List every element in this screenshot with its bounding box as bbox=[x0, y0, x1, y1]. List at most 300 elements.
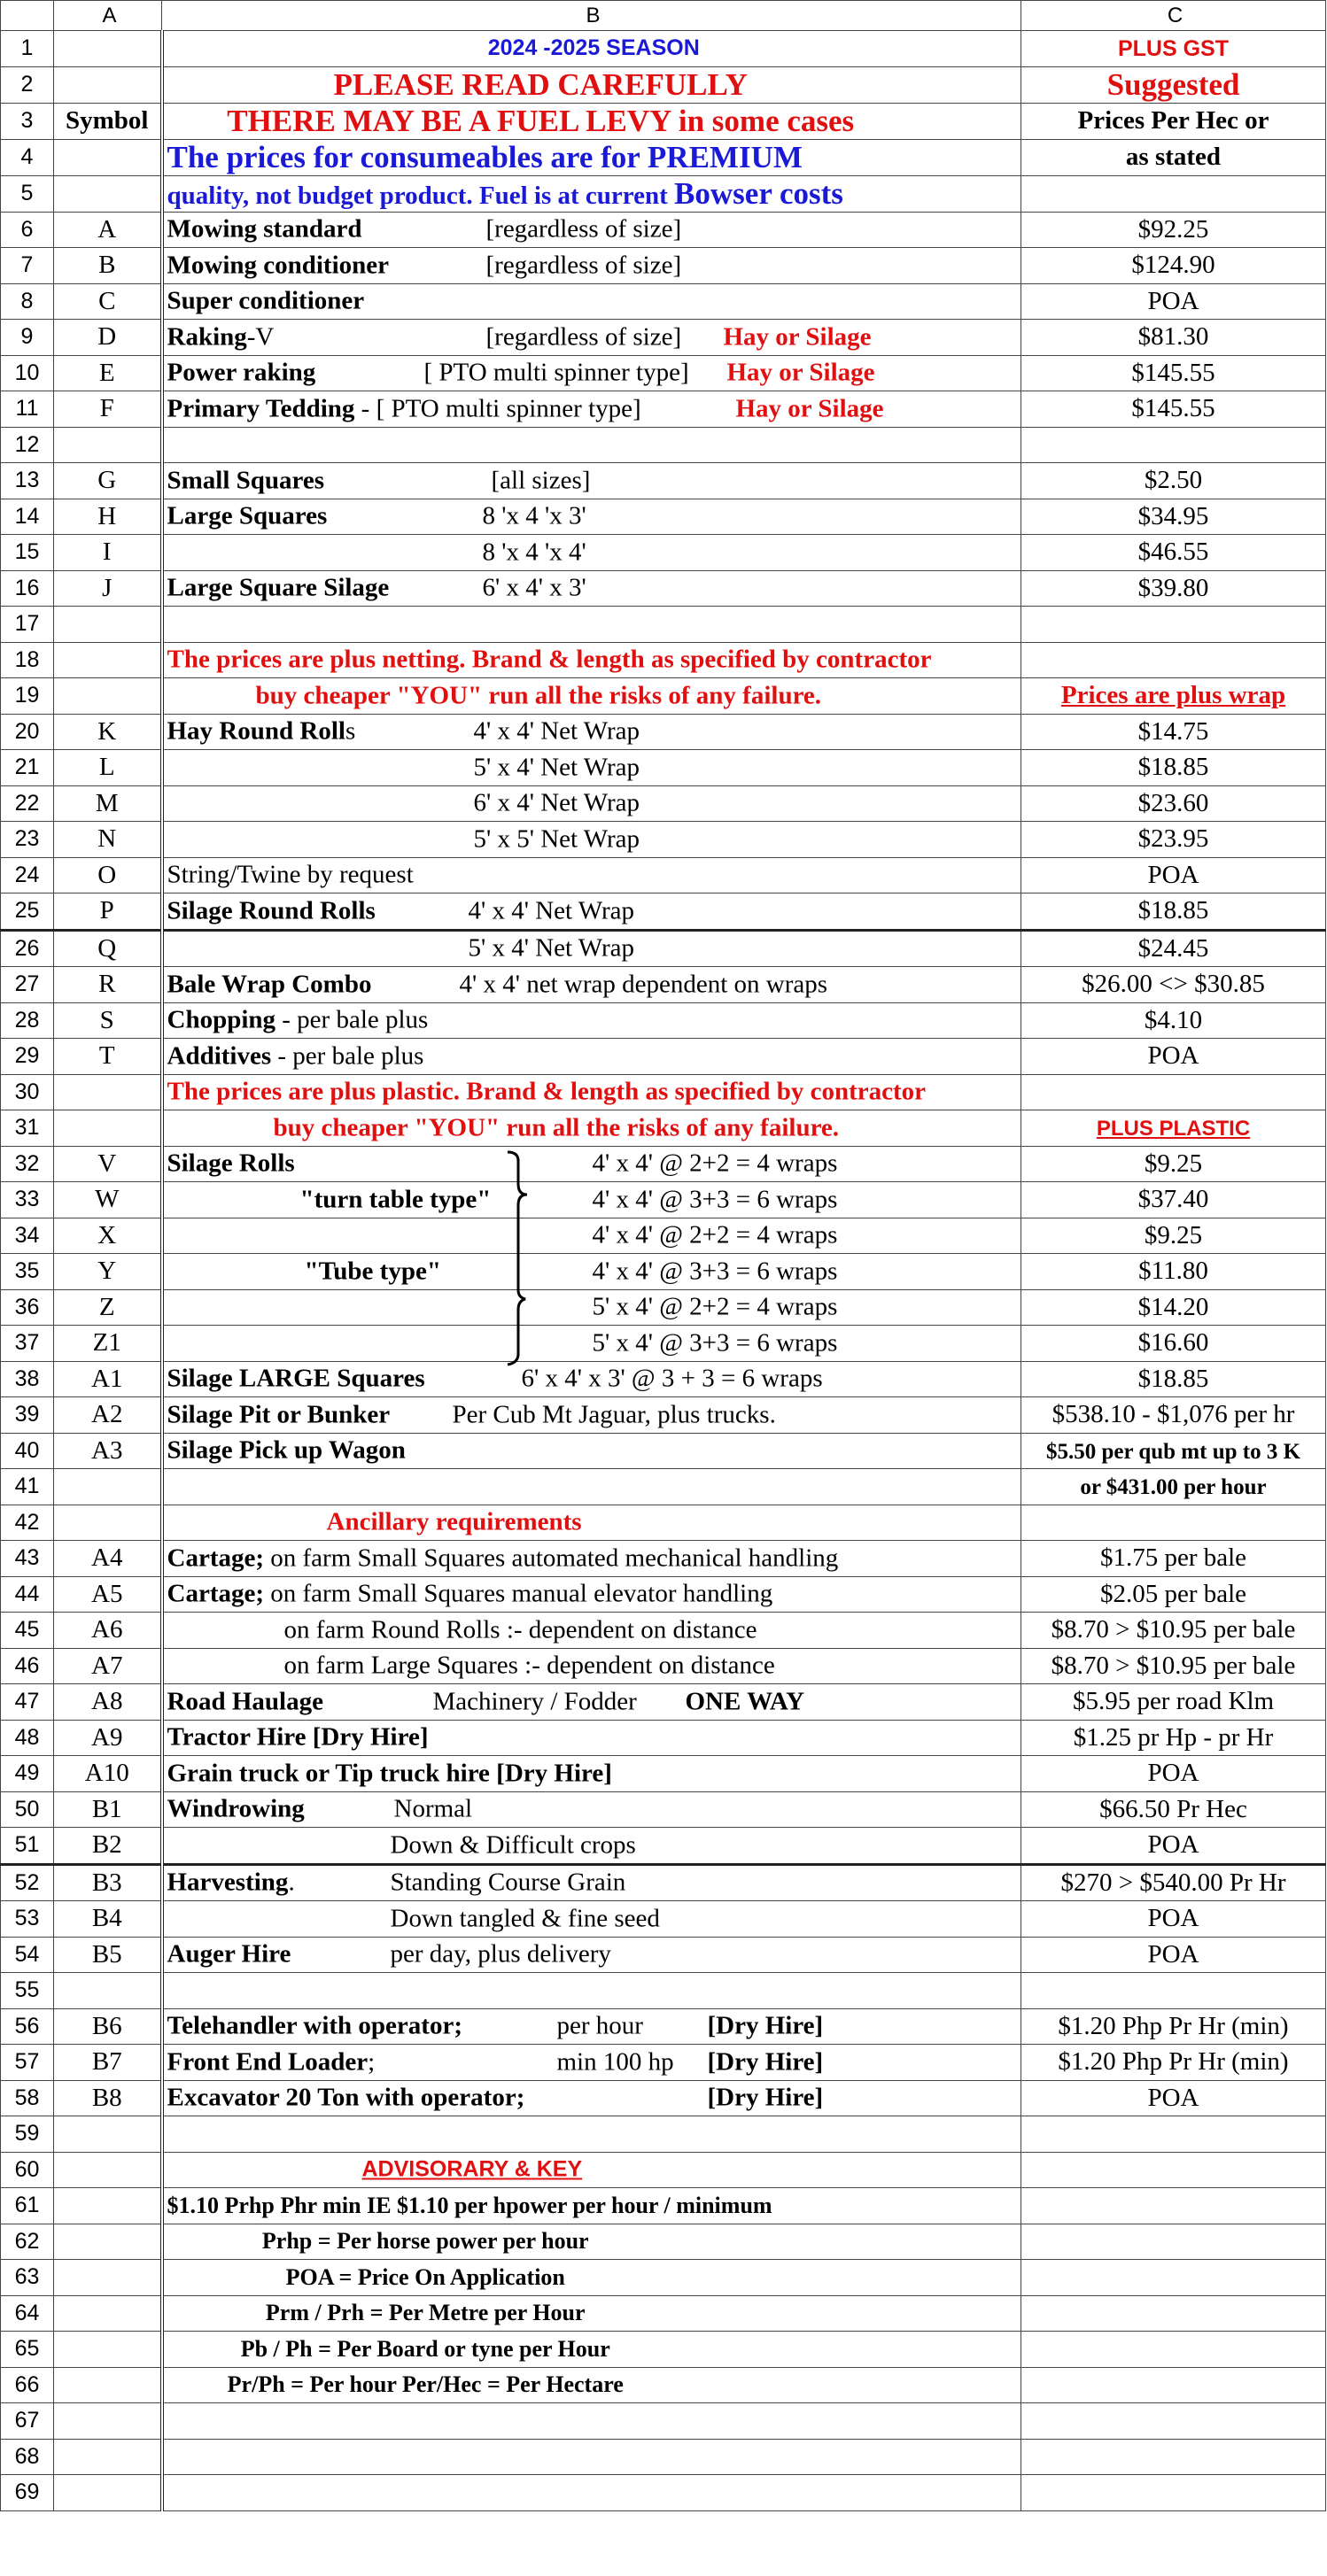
cell-b[interactable] bbox=[162, 2403, 1021, 2440]
cell-a[interactable] bbox=[54, 139, 162, 175]
cell-a[interactable] bbox=[54, 822, 162, 858]
cell-a[interactable] bbox=[54, 607, 162, 643]
cell-c[interactable] bbox=[1021, 785, 1326, 822]
cell-b[interactable] bbox=[162, 1864, 1021, 1901]
cell-b[interactable] bbox=[162, 427, 1021, 463]
cell-b[interactable] bbox=[162, 2116, 1021, 2153]
row-number[interactable]: 35 bbox=[1, 1254, 54, 1290]
cell-b[interactable] bbox=[162, 714, 1021, 750]
cell-b[interactable] bbox=[162, 535, 1021, 571]
cell-b[interactable] bbox=[162, 857, 1021, 893]
cell-b[interactable] bbox=[162, 31, 1021, 67]
row-number[interactable]: 2 bbox=[1, 66, 54, 103]
cell-a[interactable] bbox=[54, 103, 162, 139]
cell-a[interactable] bbox=[54, 1576, 162, 1613]
row-number[interactable]: 56 bbox=[1, 2008, 54, 2045]
cell-a[interactable] bbox=[54, 283, 162, 320]
cell-c[interactable] bbox=[1021, 570, 1326, 607]
cell-a[interactable] bbox=[54, 320, 162, 356]
cell-a[interactable] bbox=[54, 212, 162, 248]
cell-b[interactable] bbox=[162, 1433, 1021, 1469]
cell-c[interactable] bbox=[1021, 1433, 1326, 1469]
cell-c[interactable] bbox=[1021, 1182, 1326, 1218]
cell-a[interactable] bbox=[54, 1684, 162, 1721]
cell-b[interactable] bbox=[162, 2188, 1021, 2224]
cell-a[interactable] bbox=[54, 1146, 162, 1182]
cell-c[interactable] bbox=[1021, 750, 1326, 786]
item-name bbox=[305, 1257, 441, 1286]
cell-a[interactable] bbox=[54, 1901, 162, 1938]
row-number[interactable]: 12 bbox=[1, 427, 54, 463]
cell-c[interactable] bbox=[1021, 2367, 1326, 2403]
cell-c[interactable] bbox=[1021, 1576, 1326, 1613]
row-number[interactable]: 65 bbox=[1, 2332, 54, 2368]
row-number[interactable]: 38 bbox=[1, 1361, 54, 1397]
cell-b[interactable] bbox=[162, 212, 1021, 248]
row-number[interactable]: 66 bbox=[1, 2367, 54, 2403]
cell-b[interactable] bbox=[162, 2045, 1021, 2081]
cell-c[interactable] bbox=[1021, 1937, 1326, 1973]
cell-a[interactable] bbox=[54, 678, 162, 715]
cell-a[interactable] bbox=[54, 31, 162, 67]
cell-b-content bbox=[167, 716, 1021, 748]
row-number[interactable]: 3 bbox=[1, 103, 54, 139]
cell-c[interactable] bbox=[1021, 283, 1326, 320]
cell-a[interactable] bbox=[54, 1469, 162, 1505]
cell-b[interactable] bbox=[162, 750, 1021, 786]
row-number[interactable]: 18 bbox=[1, 642, 54, 678]
row-number[interactable]: 8 bbox=[1, 283, 54, 320]
cell-b[interactable] bbox=[162, 2260, 1021, 2296]
cell-b-content bbox=[167, 500, 1021, 533]
cell-a[interactable] bbox=[54, 2152, 162, 2188]
cell-a[interactable] bbox=[54, 570, 162, 607]
row-number[interactable]: 43 bbox=[1, 1541, 54, 1577]
cell-b[interactable] bbox=[162, 1613, 1021, 1649]
cell-c[interactable] bbox=[1021, 607, 1326, 643]
cell-c[interactable] bbox=[1021, 139, 1326, 175]
cell-b[interactable] bbox=[162, 139, 1021, 175]
cell-c[interactable] bbox=[1021, 31, 1326, 67]
row-number[interactable]: 55 bbox=[1, 1973, 54, 2009]
row-number[interactable]: 41 bbox=[1, 1469, 54, 1505]
cell-a[interactable] bbox=[54, 1254, 162, 1290]
cell-b[interactable] bbox=[162, 463, 1021, 499]
row-number[interactable]: 31 bbox=[1, 1110, 54, 1147]
row-number[interactable]: 14 bbox=[1, 499, 54, 535]
cell-c[interactable] bbox=[1021, 1254, 1326, 1290]
row-number[interactable]: 9 bbox=[1, 320, 54, 356]
row-number[interactable]: 34 bbox=[1, 1218, 54, 1254]
cell-b[interactable] bbox=[162, 1326, 1021, 1362]
cell-c[interactable] bbox=[1021, 1469, 1326, 1505]
row-number[interactable]: 25 bbox=[1, 893, 54, 931]
cell-b[interactable] bbox=[162, 2224, 1021, 2260]
cell-b[interactable] bbox=[162, 1361, 1021, 1397]
cell-c[interactable] bbox=[1021, 2224, 1326, 2260]
row-number[interactable]: 49 bbox=[1, 1756, 54, 1792]
cell-a[interactable] bbox=[54, 750, 162, 786]
cell-c[interactable] bbox=[1021, 463, 1326, 499]
row-number[interactable]: 37 bbox=[1, 1326, 54, 1362]
cell-c[interactable] bbox=[1021, 1361, 1326, 1397]
cell-c[interactable] bbox=[1021, 1973, 1326, 2009]
cell-c[interactable] bbox=[1021, 2045, 1326, 2081]
row-number[interactable]: 6 bbox=[1, 212, 54, 248]
cell-a[interactable] bbox=[54, 427, 162, 463]
row-number[interactable]: 53 bbox=[1, 1901, 54, 1938]
row-number[interactable]: 52 bbox=[1, 1864, 54, 1901]
cell-a[interactable] bbox=[54, 642, 162, 678]
row-number[interactable]: 63 bbox=[1, 2260, 54, 2296]
row-number[interactable]: 11 bbox=[1, 391, 54, 428]
cell-b[interactable] bbox=[162, 2152, 1021, 2188]
cell-a[interactable] bbox=[54, 463, 162, 499]
row-number[interactable]: 32 bbox=[1, 1146, 54, 1182]
row-symbol: A7 bbox=[91, 1651, 123, 1680]
row-number[interactable]: 46 bbox=[1, 1648, 54, 1684]
row-number[interactable]: 51 bbox=[1, 1828, 54, 1865]
row-symbol: C bbox=[98, 286, 116, 315]
cell-c[interactable] bbox=[1021, 1397, 1326, 1434]
cell-c[interactable] bbox=[1021, 248, 1326, 284]
cell-a[interactable] bbox=[54, 66, 162, 103]
row-number[interactable]: 45 bbox=[1, 1613, 54, 1649]
column-header-b[interactable]: B bbox=[162, 1, 1021, 31]
row-number[interactable]: 48 bbox=[1, 1720, 54, 1756]
cell-c[interactable] bbox=[1021, 1648, 1326, 1684]
table-row bbox=[1, 1039, 1326, 1075]
cell-c[interactable] bbox=[1021, 1218, 1326, 1254]
cell-b[interactable] bbox=[162, 103, 1021, 139]
row-number[interactable]: 54 bbox=[1, 1937, 54, 1973]
cell-c[interactable] bbox=[1021, 1720, 1326, 1756]
cell-a[interactable] bbox=[54, 2332, 162, 2368]
cell-a[interactable] bbox=[54, 1828, 162, 1865]
cell-b[interactable] bbox=[162, 893, 1021, 931]
cell-b[interactable] bbox=[162, 2475, 1021, 2511]
row-number[interactable]: 33 bbox=[1, 1182, 54, 1218]
cell-a[interactable] bbox=[54, 1505, 162, 1541]
row-number[interactable]: 17 bbox=[1, 607, 54, 643]
cell-b-content bbox=[167, 1327, 1021, 1359]
table-row bbox=[1, 750, 1326, 786]
cell-a[interactable] bbox=[54, 1326, 162, 1362]
item-name bbox=[167, 1723, 429, 1752]
cell-a[interactable] bbox=[54, 1433, 162, 1469]
cell-b[interactable] bbox=[162, 2008, 1021, 2045]
cell-c[interactable] bbox=[1021, 1684, 1326, 1721]
cell-b-content bbox=[167, 285, 1021, 318]
table-row bbox=[1, 1973, 1326, 2009]
row-number[interactable]: 58 bbox=[1, 2080, 54, 2116]
cell-a[interactable] bbox=[54, 1289, 162, 1326]
row-number[interactable]: 20 bbox=[1, 714, 54, 750]
cell-c[interactable] bbox=[1021, 857, 1326, 893]
cell-c[interactable] bbox=[1021, 1541, 1326, 1577]
column-header-c[interactable]: C bbox=[1021, 1, 1326, 31]
table-row bbox=[1, 2045, 1326, 2081]
cell-b[interactable] bbox=[162, 1828, 1021, 1865]
row-number[interactable]: 23 bbox=[1, 822, 54, 858]
cell-a[interactable] bbox=[54, 2367, 162, 2403]
price-value: POA bbox=[1147, 286, 1199, 315]
row-number[interactable]: 44 bbox=[1, 1576, 54, 1613]
cell-b[interactable] bbox=[162, 1146, 1021, 1182]
cell-b[interactable] bbox=[162, 822, 1021, 858]
cell-c[interactable] bbox=[1021, 1901, 1326, 1938]
cell-a[interactable] bbox=[54, 2080, 162, 2116]
cell-b[interactable] bbox=[162, 1254, 1021, 1290]
cell-c[interactable] bbox=[1021, 1864, 1326, 1901]
price-value: $39.80 bbox=[1137, 573, 1209, 602]
cell-c[interactable] bbox=[1021, 2439, 1326, 2475]
cell-b[interactable] bbox=[162, 607, 1021, 643]
row-number[interactable]: 42 bbox=[1, 1505, 54, 1541]
cell-b[interactable] bbox=[162, 66, 1021, 103]
cell-c[interactable] bbox=[1021, 535, 1326, 571]
row-number[interactable]: 7 bbox=[1, 248, 54, 284]
cell-c[interactable] bbox=[1021, 893, 1326, 931]
cell-b[interactable] bbox=[162, 1074, 1021, 1110]
cell-c[interactable] bbox=[1021, 1791, 1326, 1828]
cell-c[interactable] bbox=[1021, 2188, 1326, 2224]
cell-b[interactable] bbox=[162, 283, 1021, 320]
cell-c[interactable] bbox=[1021, 2403, 1326, 2440]
cell-a[interactable] bbox=[54, 1039, 162, 1075]
cell-a[interactable] bbox=[54, 1074, 162, 1110]
cell-a[interactable] bbox=[54, 1864, 162, 1901]
cell-a[interactable] bbox=[54, 2045, 162, 2081]
row-number[interactable]: 57 bbox=[1, 2045, 54, 2081]
cell-b[interactable] bbox=[162, 2295, 1021, 2332]
cell-b[interactable] bbox=[162, 1756, 1021, 1792]
cell-a[interactable] bbox=[54, 785, 162, 822]
cell-a[interactable] bbox=[54, 175, 162, 212]
cell-b[interactable] bbox=[162, 642, 1021, 678]
cell-c[interactable] bbox=[1021, 1110, 1326, 1147]
cell-c[interactable] bbox=[1021, 1828, 1326, 1865]
cell-b[interactable] bbox=[162, 1937, 1021, 1973]
row-number[interactable]: 47 bbox=[1, 1684, 54, 1721]
table-row bbox=[1, 355, 1326, 391]
row-number[interactable]: 30 bbox=[1, 1074, 54, 1110]
cell-c[interactable] bbox=[1021, 642, 1326, 678]
row-number[interactable]: 28 bbox=[1, 1002, 54, 1039]
row-number[interactable]: 26 bbox=[1, 930, 54, 967]
row-number[interactable]: 60 bbox=[1, 2152, 54, 2188]
cell-a[interactable] bbox=[54, 1648, 162, 1684]
cell-b[interactable] bbox=[162, 1039, 1021, 1075]
cell-c[interactable] bbox=[1021, 2152, 1326, 2188]
cell-c[interactable] bbox=[1021, 66, 1326, 103]
cell-c[interactable] bbox=[1021, 2475, 1326, 2511]
cell-c[interactable] bbox=[1021, 175, 1326, 212]
row-number[interactable]: 22 bbox=[1, 785, 54, 822]
row-number[interactable]: 13 bbox=[1, 463, 54, 499]
cell-c[interactable] bbox=[1021, 499, 1326, 535]
cell-b[interactable] bbox=[162, 1469, 1021, 1505]
cell-b[interactable] bbox=[162, 355, 1021, 391]
cell-a[interactable] bbox=[54, 2188, 162, 2224]
cell-a[interactable] bbox=[54, 2116, 162, 2153]
cell-c[interactable] bbox=[1021, 1039, 1326, 1075]
cell-a[interactable] bbox=[54, 2475, 162, 2511]
cell-b[interactable] bbox=[162, 570, 1021, 607]
cell-a[interactable] bbox=[54, 1218, 162, 1254]
cell-c[interactable] bbox=[1021, 355, 1326, 391]
cell-a[interactable] bbox=[54, 967, 162, 1003]
item-detail: on farm Small Squares manual elevator handling bbox=[264, 1579, 773, 1608]
cell-c[interactable] bbox=[1021, 714, 1326, 750]
cell-c[interactable] bbox=[1021, 967, 1326, 1003]
cell-b[interactable] bbox=[162, 1289, 1021, 1326]
cell-c[interactable] bbox=[1021, 1613, 1326, 1649]
cell-b[interactable] bbox=[162, 930, 1021, 967]
cell-a[interactable] bbox=[54, 1361, 162, 1397]
cell-b[interactable] bbox=[162, 2332, 1021, 2368]
row-number[interactable]: 59 bbox=[1, 2116, 54, 2153]
row-number[interactable]: 50 bbox=[1, 1791, 54, 1828]
row-number[interactable]: 39 bbox=[1, 1397, 54, 1434]
cell-b[interactable] bbox=[162, 1397, 1021, 1434]
cell-b[interactable] bbox=[162, 1505, 1021, 1541]
cell-a[interactable] bbox=[54, 714, 162, 750]
table-row bbox=[1, 1828, 1326, 1865]
cell-a[interactable] bbox=[54, 248, 162, 284]
cell-b[interactable] bbox=[162, 785, 1021, 822]
cell-b[interactable] bbox=[162, 1002, 1021, 1039]
cell-b[interactable] bbox=[162, 248, 1021, 284]
cell-a[interactable] bbox=[54, 2403, 162, 2440]
row-number[interactable]: 61 bbox=[1, 2188, 54, 2224]
row-number[interactable]: 21 bbox=[1, 750, 54, 786]
cell-a[interactable] bbox=[54, 2295, 162, 2332]
cell-a[interactable] bbox=[54, 893, 162, 931]
cell-a[interactable] bbox=[54, 2260, 162, 2296]
cell-b[interactable] bbox=[162, 1576, 1021, 1613]
cell-b[interactable] bbox=[162, 320, 1021, 356]
cell-a[interactable] bbox=[54, 1720, 162, 1756]
cell-c[interactable] bbox=[1021, 2332, 1326, 2368]
cell-c[interactable] bbox=[1021, 1505, 1326, 1541]
cell-c[interactable] bbox=[1021, 2116, 1326, 2153]
corner-cell[interactable] bbox=[1, 1, 54, 31]
cell-b[interactable] bbox=[162, 1648, 1021, 1684]
cell-a[interactable] bbox=[54, 2224, 162, 2260]
cell-b[interactable] bbox=[162, 499, 1021, 535]
cell-b[interactable] bbox=[162, 1720, 1021, 1756]
cell-c[interactable] bbox=[1021, 1074, 1326, 1110]
row-number[interactable]: 67 bbox=[1, 2403, 54, 2440]
row-number[interactable]: 19 bbox=[1, 678, 54, 715]
cell-a[interactable] bbox=[54, 1397, 162, 1434]
row-number[interactable]: 69 bbox=[1, 2475, 54, 2511]
column-header-a[interactable]: A bbox=[54, 1, 162, 31]
cell-b[interactable] bbox=[162, 391, 1021, 428]
cell-a[interactable] bbox=[54, 355, 162, 391]
cell-a[interactable] bbox=[54, 1182, 162, 1218]
cell-a[interactable] bbox=[54, 930, 162, 967]
cell-a[interactable] bbox=[54, 1541, 162, 1577]
cell-a[interactable] bbox=[54, 499, 162, 535]
row-number[interactable]: 1 bbox=[1, 31, 54, 67]
cell-c[interactable] bbox=[1021, 2008, 1326, 2045]
cell-c[interactable] bbox=[1021, 427, 1326, 463]
cell-c[interactable] bbox=[1021, 2260, 1326, 2296]
cell-c[interactable] bbox=[1021, 822, 1326, 858]
cell-c[interactable] bbox=[1021, 320, 1326, 356]
cell-c[interactable] bbox=[1021, 1002, 1326, 1039]
row-number[interactable]: 15 bbox=[1, 535, 54, 571]
cell-b[interactable] bbox=[162, 2080, 1021, 2116]
item-label: Hay Round Roll bbox=[167, 716, 345, 746]
cell-a[interactable] bbox=[54, 1110, 162, 1147]
cell-b[interactable] bbox=[162, 1541, 1021, 1577]
cell-c[interactable] bbox=[1021, 212, 1326, 248]
cell-a[interactable] bbox=[54, 1756, 162, 1792]
cell-c[interactable] bbox=[1021, 2080, 1326, 2116]
cell-c[interactable] bbox=[1021, 1326, 1326, 1362]
cell-a[interactable] bbox=[54, 1973, 162, 2009]
row-number[interactable]: 40 bbox=[1, 1433, 54, 1469]
cell-b[interactable] bbox=[162, 1973, 1021, 2009]
cell-c[interactable] bbox=[1021, 103, 1326, 139]
cell-b[interactable] bbox=[162, 2367, 1021, 2403]
cell-c[interactable] bbox=[1021, 930, 1326, 967]
row-number[interactable]: 68 bbox=[1, 2439, 54, 2475]
cell-c[interactable] bbox=[1021, 1146, 1326, 1182]
cell-b[interactable] bbox=[162, 1901, 1021, 1938]
cell-b[interactable] bbox=[162, 1110, 1021, 1147]
row-number[interactable]: 24 bbox=[1, 857, 54, 893]
cell-b[interactable] bbox=[162, 175, 1021, 212]
row-number[interactable]: 16 bbox=[1, 570, 54, 607]
cell-c[interactable] bbox=[1021, 678, 1326, 715]
cell-c[interactable] bbox=[1021, 1756, 1326, 1792]
cell-a[interactable] bbox=[54, 2008, 162, 2045]
cell-b[interactable] bbox=[162, 1182, 1021, 1218]
cell-c[interactable] bbox=[1021, 2295, 1326, 2332]
cell-b[interactable] bbox=[162, 1791, 1021, 1828]
cell-a[interactable] bbox=[54, 857, 162, 893]
cell-a[interactable] bbox=[54, 2439, 162, 2475]
row-number[interactable]: 62 bbox=[1, 2224, 54, 2260]
cell-c[interactable] bbox=[1021, 391, 1326, 428]
row-number[interactable]: 64 bbox=[1, 2295, 54, 2332]
row-number[interactable]: 4 bbox=[1, 139, 54, 175]
cell-a[interactable] bbox=[54, 1613, 162, 1649]
cell-a[interactable] bbox=[54, 535, 162, 571]
cell-b[interactable] bbox=[162, 1218, 1021, 1254]
cell-c[interactable] bbox=[1021, 1289, 1326, 1326]
row-number[interactable]: 36 bbox=[1, 1289, 54, 1326]
table-row bbox=[1, 1074, 1326, 1110]
cell-b[interactable] bbox=[162, 678, 1021, 715]
cell-a[interactable] bbox=[54, 391, 162, 428]
row-number[interactable]: 27 bbox=[1, 967, 54, 1003]
cell-a[interactable] bbox=[54, 1937, 162, 1973]
row-number[interactable]: 10 bbox=[1, 355, 54, 391]
cell-b[interactable] bbox=[162, 2439, 1021, 2475]
row-symbol: B7 bbox=[91, 2047, 122, 2077]
row-number[interactable]: 5 bbox=[1, 175, 54, 212]
row-number[interactable]: 29 bbox=[1, 1039, 54, 1075]
cell-b[interactable] bbox=[162, 1684, 1021, 1721]
cell-b[interactable] bbox=[162, 967, 1021, 1003]
cell-a[interactable] bbox=[54, 1002, 162, 1039]
cell-a[interactable] bbox=[54, 1791, 162, 1828]
